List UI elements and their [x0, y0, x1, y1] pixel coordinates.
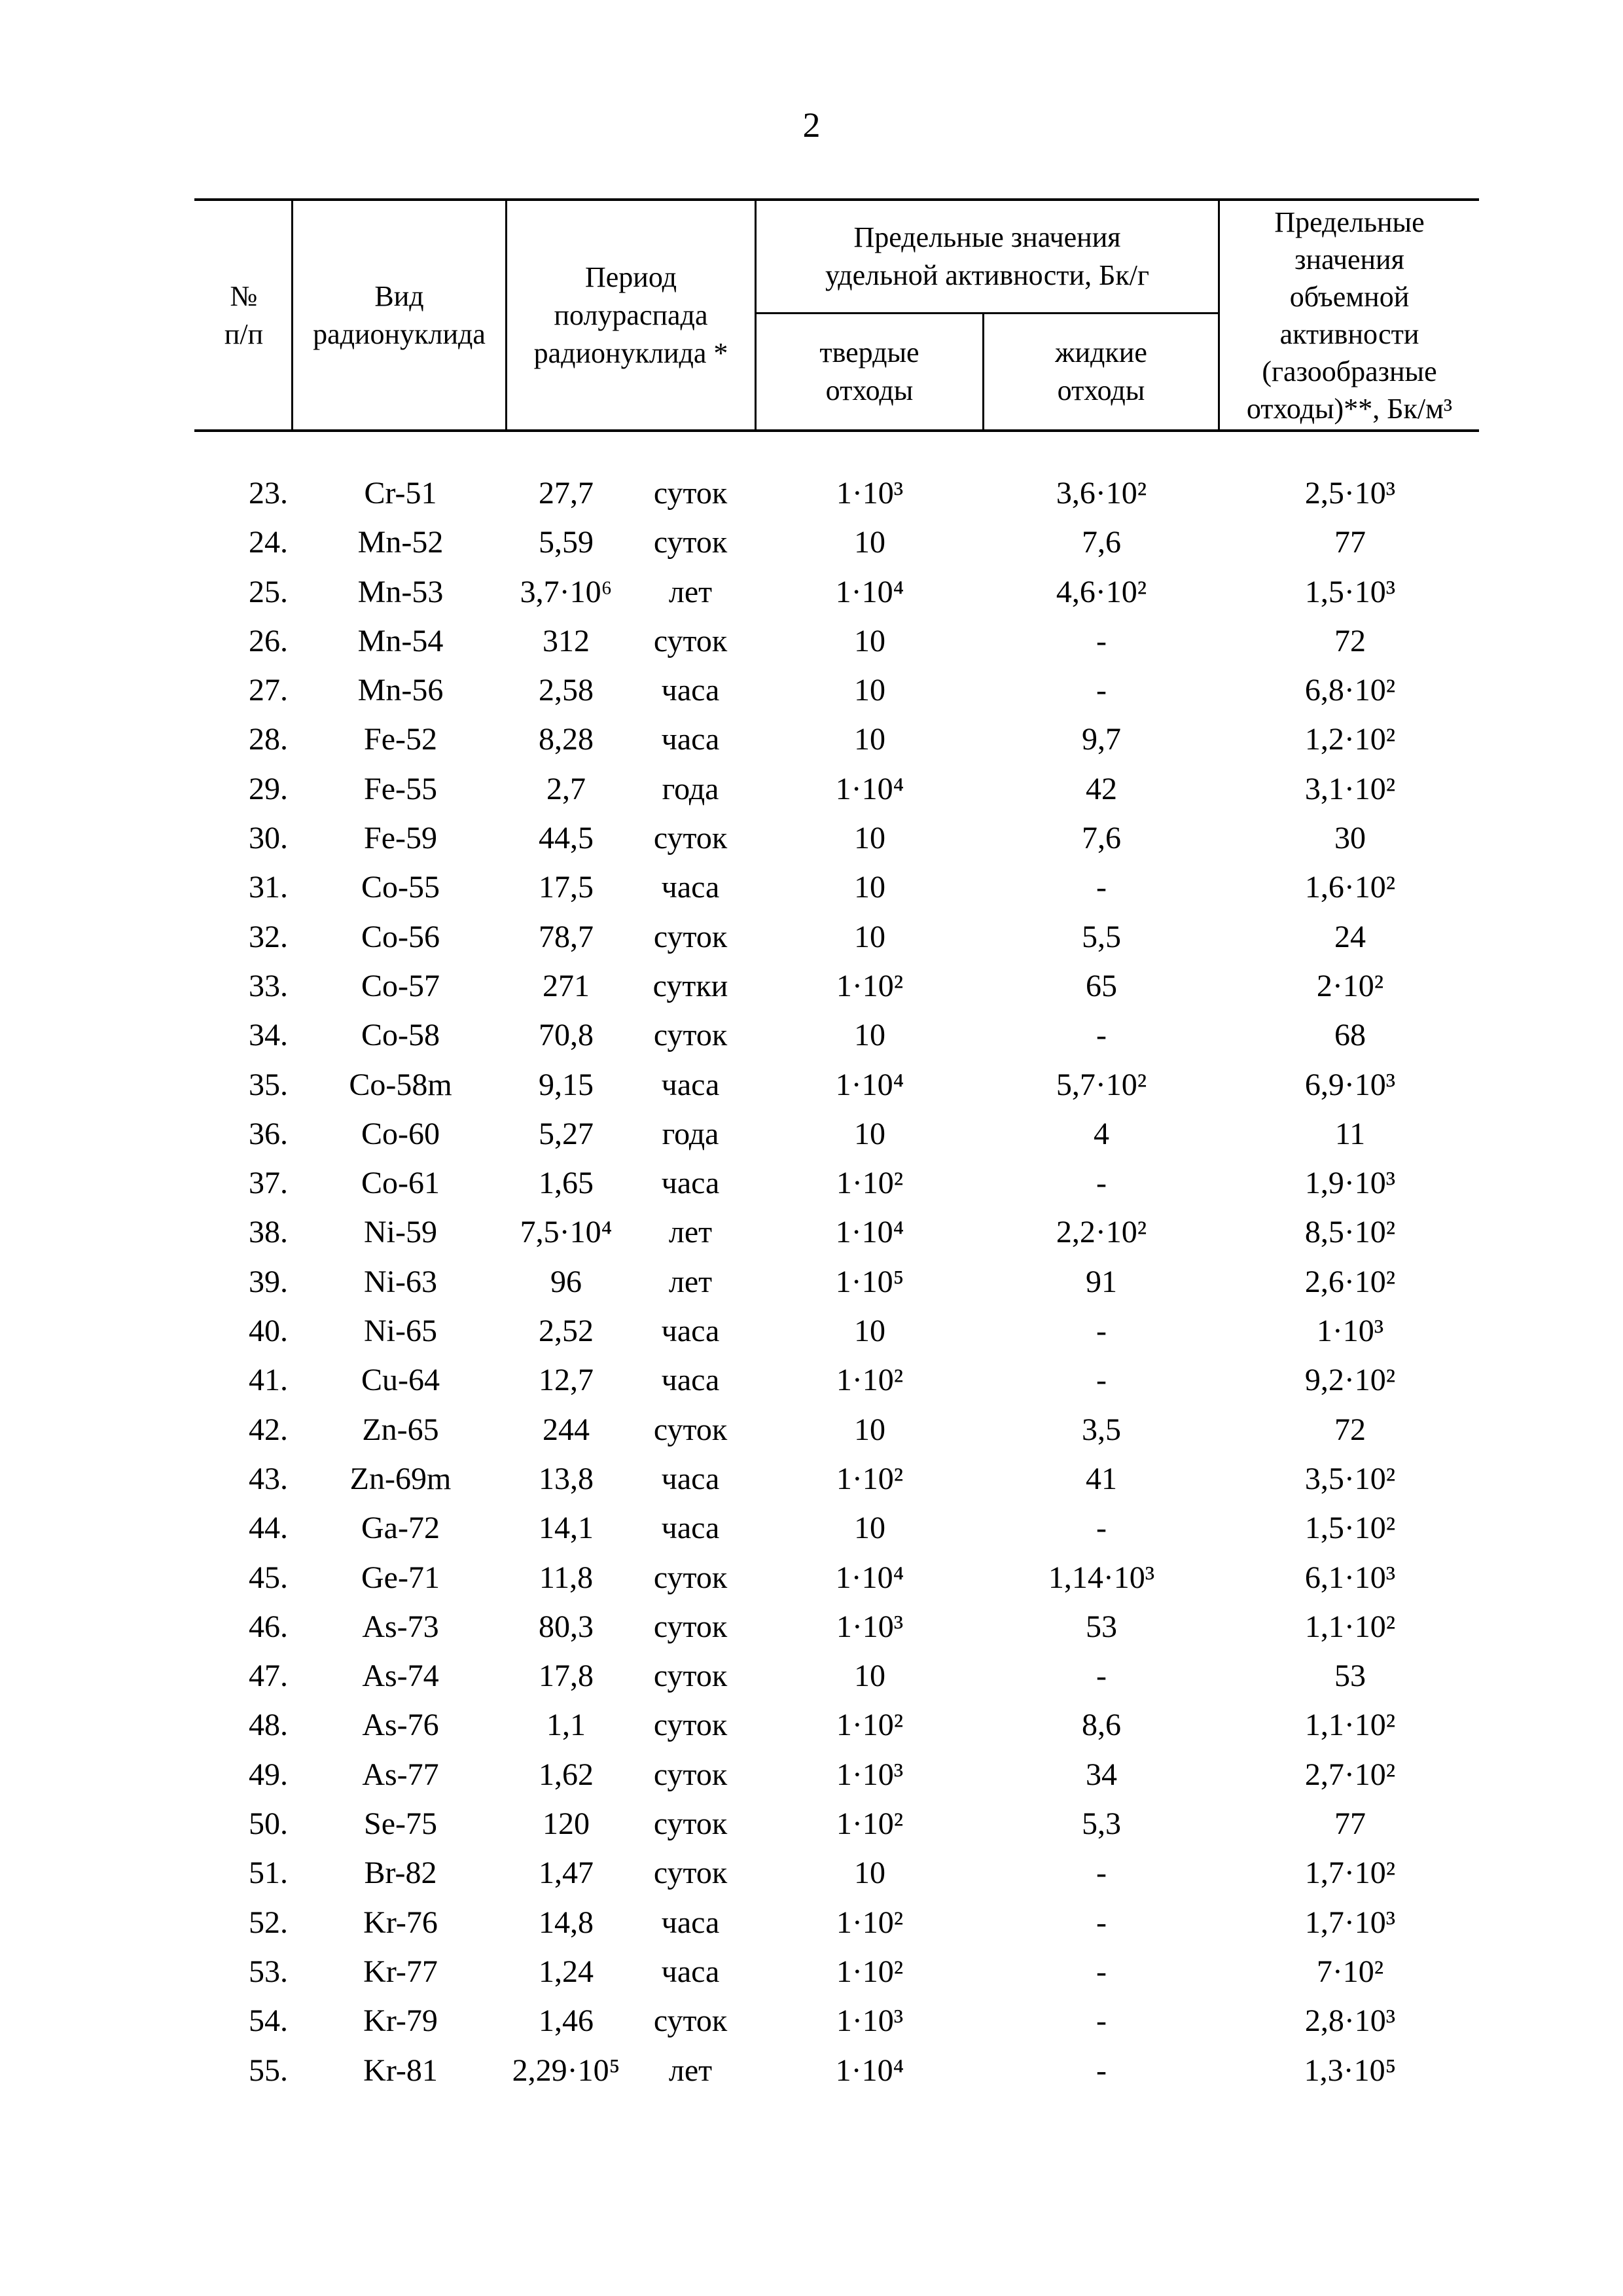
row-number: 30.: [249, 821, 288, 856]
table-row: [0, 1454, 1623, 1503]
gas-waste-limit: 77: [1334, 525, 1366, 560]
row-number: 54.: [249, 2003, 288, 2039]
halflife-unit: суток: [653, 525, 728, 560]
gas-waste-limit: 2,6·10²: [1304, 1264, 1396, 1299]
gas-waste-limit: 53: [1334, 1659, 1366, 1694]
halflife-value: 312: [543, 623, 590, 658]
row-number: 55.: [249, 2053, 288, 2088]
header-volumetric-activity: Предельные значения объемной активности (газообразные отходы)**, Бк/м³: [1246, 206, 1453, 425]
gas-waste-limit: 1,5·10²: [1304, 1511, 1396, 1546]
liquid-waste-limit: -: [1096, 1018, 1107, 1053]
row-number: 35.: [249, 1067, 288, 1102]
nuclide-name: Ge-71: [361, 1560, 440, 1595]
liquid-waste-limit: 53: [1086, 1609, 1117, 1644]
table-row: [0, 1257, 1623, 1306]
nuclide-name: Br-82: [364, 1856, 437, 1891]
solid-waste-limit: 10: [854, 1659, 885, 1694]
table-body: [0, 469, 1623, 2095]
gas-waste-limit: 1,5·10³: [1304, 574, 1396, 609]
liquid-waste-limit: -: [1096, 1314, 1107, 1349]
table-row: [0, 1750, 1623, 1799]
table-row: [0, 1947, 1623, 1996]
halflife-unit: часа: [661, 673, 720, 708]
solid-waste-limit: 1·10²: [836, 1806, 904, 1842]
solid-waste-limit: 1·10²: [836, 1905, 904, 1940]
table-row: [0, 814, 1623, 863]
nuclide-name: Ni-63: [364, 1264, 437, 1299]
table-row: [0, 1208, 1623, 1257]
solid-waste-limit: 1·10²: [836, 1363, 904, 1398]
solid-waste-limit: 10: [854, 722, 885, 757]
liquid-waste-limit: 9,7: [1082, 722, 1121, 757]
solid-waste-limit: 10: [854, 1412, 885, 1447]
nuclide-name: Co-58: [361, 1018, 440, 1053]
nuclide-name: Co-55: [361, 870, 440, 905]
header-num: № п/п: [224, 279, 264, 350]
halflife-unit: суток: [653, 1708, 728, 1743]
table-row: [0, 2046, 1623, 2095]
halflife-unit: года: [662, 771, 719, 806]
gas-waste-limit: 1,3·10⁵: [1304, 2053, 1397, 2088]
nuclide-name: Kr-76: [363, 1905, 438, 1940]
halflife-unit: суток: [653, 1806, 728, 1842]
halflife-unit: часа: [661, 1905, 720, 1940]
halflife-value: 271: [543, 968, 590, 1003]
nuclide-name: Fe-59: [364, 821, 437, 856]
nuclide-name: Mn-54: [357, 623, 444, 658]
table-row: [0, 1158, 1623, 1208]
gas-waste-limit: 9,2·10²: [1304, 1363, 1396, 1398]
table-row: [0, 1651, 1623, 1700]
halflife-value: 2,7: [546, 771, 586, 806]
gas-waste-limit: 11: [1334, 1116, 1366, 1151]
table-row: [0, 1602, 1623, 1651]
table-row: [0, 567, 1623, 617]
halflife-unit: часа: [661, 1166, 720, 1201]
table-row: [0, 961, 1623, 1011]
gas-waste-limit: 6,8·10²: [1304, 673, 1396, 708]
nuclide-name: Fe-55: [364, 771, 437, 806]
halflife-value: 244: [543, 1412, 590, 1447]
gas-waste-limit: 6,1·10³: [1304, 1560, 1396, 1595]
halflife-unit: суток: [653, 821, 728, 856]
header-nuclide: Вид радионуклида: [313, 279, 486, 350]
gas-waste-limit: 1,6·10²: [1304, 870, 1396, 905]
gas-waste-limit: 72: [1334, 1412, 1366, 1447]
header-bottom-rule: [194, 429, 1479, 432]
liquid-waste-limit: 42: [1086, 771, 1117, 806]
solid-waste-limit: 1·10³: [836, 2003, 904, 2039]
gas-waste-limit: 24: [1334, 919, 1366, 954]
solid-waste-limit: 10: [854, 1856, 885, 1891]
row-number: 37.: [249, 1166, 288, 1201]
nuclide-name: As-76: [362, 1708, 439, 1743]
halflife-value: 5,59: [539, 525, 594, 560]
header-liquid-waste: жидкие отходы: [1055, 336, 1147, 406]
table-row: [0, 1306, 1623, 1355]
row-number: 47.: [249, 1659, 288, 1694]
halflife-unit: суток: [653, 1560, 728, 1595]
halflife-value: 9,15: [539, 1067, 594, 1102]
row-number: 41.: [249, 1363, 288, 1398]
halflife-value: 17,8: [539, 1659, 594, 1694]
solid-waste-limit: 10: [854, 1116, 885, 1151]
halflife-unit: лет: [668, 1264, 713, 1299]
gas-waste-limit: 1,1·10²: [1304, 1708, 1396, 1743]
liquid-waste-limit: 34: [1086, 1757, 1117, 1792]
nuclide-name: Ni-59: [364, 1215, 437, 1250]
gas-waste-limit: 2·10²: [1316, 968, 1384, 1003]
row-number: 27.: [249, 673, 288, 708]
row-number: 32.: [249, 919, 288, 954]
liquid-waste-limit: -: [1096, 1166, 1107, 1201]
halflife-unit: суток: [653, 2003, 728, 2039]
halflife-value: 11,8: [539, 1560, 594, 1595]
row-number: 52.: [249, 1905, 288, 1940]
row-number: 39.: [249, 1264, 288, 1299]
gas-waste-limit: 30: [1334, 821, 1366, 856]
liquid-waste-limit: 2,2·10²: [1056, 1215, 1147, 1250]
halflife-value: 3,7·10⁶: [520, 574, 613, 609]
nuclide-name: Co-61: [361, 1166, 440, 1201]
solid-waste-limit: 1·10⁴: [835, 1215, 904, 1250]
gas-waste-limit: 77: [1334, 1806, 1366, 1842]
halflife-value: 80,3: [539, 1609, 594, 1644]
liquid-waste-limit: 4,6·10²: [1056, 574, 1147, 609]
halflife-unit: часа: [661, 1314, 720, 1349]
solid-waste-limit: 1·10²: [836, 1954, 904, 1989]
row-number: 34.: [249, 1018, 288, 1053]
gas-waste-limit: 6,9·10³: [1304, 1067, 1396, 1102]
table-row: [0, 1503, 1623, 1552]
liquid-waste-limit: -: [1096, 870, 1107, 905]
row-number: 26.: [249, 623, 288, 658]
halflife-unit: лет: [668, 2053, 713, 2088]
liquid-waste-limit: 4: [1094, 1116, 1109, 1151]
table-row: [0, 1355, 1623, 1405]
nuclide-name: Kr-77: [363, 1954, 438, 1989]
halflife-unit: сутки: [652, 968, 728, 1003]
header-halflife: Период полураспада радионуклида *: [533, 260, 728, 369]
gas-waste-limit: 2,5·10³: [1304, 476, 1396, 511]
halflife-value: 14,1: [539, 1511, 594, 1546]
gas-waste-limit: 1,7·10²: [1304, 1856, 1396, 1891]
halflife-unit: лет: [668, 1215, 713, 1250]
nuclide-name: Kr-79: [363, 2003, 438, 2039]
halflife-value: 1,65: [539, 1166, 594, 1201]
table-row: [0, 666, 1623, 715]
row-number: 48.: [249, 1708, 288, 1743]
row-number: 23.: [249, 476, 288, 511]
liquid-waste-limit: 41: [1086, 1461, 1117, 1496]
halflife-value: 2,58: [539, 673, 594, 708]
table-row: [0, 1700, 1623, 1749]
solid-waste-limit: 1·10³: [836, 1757, 904, 1792]
liquid-waste-limit: -: [1096, 1856, 1107, 1891]
liquid-waste-limit: 3,6·10²: [1056, 476, 1147, 511]
liquid-waste-limit: -: [1096, 2053, 1107, 2088]
solid-waste-limit: 1·10²: [836, 1166, 904, 1201]
halflife-value: 17,5: [539, 870, 594, 905]
table-row: [0, 715, 1623, 764]
solid-waste-limit: 10: [854, 623, 885, 658]
nuclide-name: Co-58m: [349, 1067, 452, 1102]
halflife-value: 1,46: [539, 2003, 594, 2039]
solid-waste-limit: 1·10³: [836, 1609, 904, 1644]
nuclide-name: Co-60: [361, 1116, 440, 1151]
nuclide-name: Zn-65: [362, 1412, 439, 1447]
gas-waste-limit: 3,1·10²: [1304, 771, 1396, 806]
halflife-value: 7,5·10⁴: [520, 1215, 613, 1250]
liquid-waste-limit: -: [1096, 1511, 1107, 1546]
nuclide-name: Kr-81: [363, 2053, 438, 2088]
gas-waste-limit: 7·10²: [1316, 1954, 1384, 1989]
row-number: 25.: [249, 574, 288, 609]
row-number: 36.: [249, 1116, 288, 1151]
table-row: [0, 617, 1623, 666]
row-number: 31.: [249, 870, 288, 905]
halflife-value: 27,7: [539, 476, 594, 511]
table-row: [0, 518, 1623, 567]
liquid-waste-limit: 1,14·10³: [1048, 1560, 1155, 1595]
halflife-value: 78,7: [539, 919, 594, 954]
solid-waste-limit: 1·10⁴: [835, 1067, 904, 1102]
nuclide-name: Zn-69m: [349, 1461, 452, 1496]
halflife-unit: суток: [653, 1757, 728, 1792]
nuclide-name: Ga-72: [361, 1511, 440, 1546]
gas-waste-limit: 2,7·10²: [1304, 1757, 1396, 1792]
solid-waste-limit: 1·10²: [836, 1461, 904, 1496]
halflife-unit: суток: [653, 1856, 728, 1891]
halflife-value: 1,47: [539, 1856, 594, 1891]
solid-waste-limit: 10: [854, 870, 885, 905]
gas-waste-limit: 3,5·10²: [1304, 1461, 1396, 1496]
nuclide-name: Mn-53: [357, 574, 444, 609]
gas-waste-limit: 8,5·10²: [1304, 1215, 1396, 1250]
solid-waste-limit: 1·10³: [836, 476, 904, 511]
table-row: [0, 764, 1623, 814]
gas-waste-limit: 68: [1334, 1018, 1366, 1053]
nuclide-name: Cr-51: [364, 476, 437, 511]
solid-waste-limit: 10: [854, 1018, 885, 1053]
liquid-waste-limit: 65: [1086, 968, 1117, 1003]
halflife-unit: часа: [661, 1363, 720, 1398]
halflife-unit: часа: [661, 1461, 720, 1496]
solid-waste-limit: 1·10²: [836, 968, 904, 1003]
liquid-waste-limit: 5,3: [1082, 1806, 1121, 1842]
row-number: 46.: [249, 1609, 288, 1644]
halflife-unit: часа: [661, 1954, 720, 1989]
header-specific-activity: Предельные значения удельной активности, Бк/г: [825, 221, 1149, 291]
halflife-value: 14,8: [539, 1905, 594, 1940]
halflife-unit: суток: [653, 1018, 728, 1053]
nuclide-name: Se-75: [364, 1806, 437, 1842]
nuclide-name: As-77: [362, 1757, 439, 1792]
table-row: [0, 1060, 1623, 1109]
liquid-waste-limit: 7,6: [1082, 525, 1121, 560]
solid-waste-limit: 1·10⁴: [835, 771, 904, 806]
solid-waste-limit: 10: [854, 1314, 885, 1349]
halflife-unit: суток: [653, 1412, 728, 1447]
halflife-unit: лет: [668, 574, 713, 609]
halflife-value: 2,29·10⁵: [512, 2053, 620, 2088]
nuclide-name: Fe-52: [364, 722, 437, 757]
row-number: 44.: [249, 1511, 288, 1546]
halflife-value: 2,52: [539, 1314, 594, 1349]
liquid-waste-limit: -: [1096, 673, 1107, 708]
liquid-waste-limit: -: [1096, 2003, 1107, 2039]
halflife-value: 70,8: [539, 1018, 594, 1053]
solid-waste-limit: 10: [854, 525, 885, 560]
halflife-value: 12,7: [539, 1363, 594, 1398]
nuclide-name: Co-57: [361, 968, 440, 1003]
nuclide-name: As-73: [362, 1609, 439, 1644]
row-number: 45.: [249, 1560, 288, 1595]
gas-waste-limit: 72: [1334, 623, 1366, 658]
table-row: [0, 1799, 1623, 1848]
table-row: [0, 1898, 1623, 1947]
halflife-value: 1,1: [546, 1708, 586, 1743]
page-number: 2: [802, 105, 821, 145]
nuclide-name: Mn-56: [357, 673, 444, 708]
solid-waste-limit: 1·10⁵: [835, 1264, 904, 1299]
solid-waste-limit: 1·10²: [836, 1708, 904, 1743]
liquid-waste-limit: 5,7·10²: [1056, 1067, 1147, 1102]
row-number: 38.: [249, 1215, 288, 1250]
liquid-waste-limit: 91: [1086, 1264, 1117, 1299]
solid-waste-limit: 10: [854, 821, 885, 856]
halflife-unit: суток: [653, 1659, 728, 1694]
halflife-unit: часа: [661, 1067, 720, 1102]
nuclide-name: Cu-64: [361, 1363, 440, 1398]
halflife-value: 1,24: [539, 1954, 594, 1989]
halflife-value: 44,5: [539, 821, 594, 856]
solid-waste-limit: 10: [854, 919, 885, 954]
table-row: [0, 1405, 1623, 1454]
liquid-waste-limit: -: [1096, 1954, 1107, 1989]
liquid-waste-limit: -: [1096, 623, 1107, 658]
solid-waste-limit: 1·10⁴: [835, 574, 904, 609]
gas-waste-limit: 1,9·10³: [1304, 1166, 1396, 1201]
table-row: [0, 1011, 1623, 1060]
header-solid-waste: твердые отходы: [819, 336, 919, 406]
halflife-unit: суток: [653, 476, 728, 511]
liquid-waste-limit: 7,6: [1082, 821, 1121, 856]
nuclide-name: As-74: [362, 1659, 439, 1694]
table-row: [0, 469, 1623, 518]
row-number: 51.: [249, 1856, 288, 1891]
halflife-value: 5,27: [539, 1116, 594, 1151]
table-row: [0, 1553, 1623, 1602]
solid-waste-limit: 1·10⁴: [835, 1560, 904, 1595]
row-number: 43.: [249, 1461, 288, 1496]
nuclide-name: Ni-65: [364, 1314, 437, 1349]
table-row: [0, 1996, 1623, 2045]
liquid-waste-limit: 8,6: [1082, 1708, 1121, 1743]
nuclide-name: Co-56: [361, 919, 440, 954]
halflife-value: 96: [550, 1264, 582, 1299]
solid-waste-limit: 1·10⁴: [835, 2053, 904, 2088]
gas-waste-limit: 1·10³: [1316, 1314, 1384, 1349]
row-number: 42.: [249, 1412, 288, 1447]
row-number: 49.: [249, 1757, 288, 1792]
liquid-waste-limit: 3,5: [1082, 1412, 1121, 1447]
liquid-waste-limit: -: [1096, 1905, 1107, 1940]
halflife-value: 8,28: [539, 722, 594, 757]
table-row: [0, 1848, 1623, 1897]
solid-waste-limit: 10: [854, 1511, 885, 1546]
halflife-value: 1,62: [539, 1757, 594, 1792]
gas-waste-limit: 1,2·10²: [1304, 722, 1396, 757]
halflife-unit: суток: [653, 919, 728, 954]
halflife-unit: часа: [661, 1511, 720, 1546]
row-number: 40.: [249, 1314, 288, 1349]
halflife-unit: часа: [661, 870, 720, 905]
halflife-unit: часа: [661, 722, 720, 757]
halflife-value: 13,8: [539, 1461, 594, 1496]
row-number: 50.: [249, 1806, 288, 1842]
liquid-waste-limit: 5,5: [1082, 919, 1121, 954]
liquid-waste-limit: -: [1096, 1659, 1107, 1694]
table-row: [0, 863, 1623, 912]
row-number: 28.: [249, 722, 288, 757]
halflife-unit: суток: [653, 1609, 728, 1644]
halflife-value: 120: [543, 1806, 590, 1842]
gas-waste-limit: 1,1·10²: [1304, 1609, 1396, 1644]
row-number: 24.: [249, 525, 288, 560]
row-number: 29.: [249, 771, 288, 806]
gas-waste-limit: 1,7·10³: [1304, 1905, 1396, 1940]
table-row: [0, 1109, 1623, 1158]
solid-waste-limit: 10: [854, 673, 885, 708]
nuclide-name: Mn-52: [357, 525, 444, 560]
halflife-unit: года: [662, 1116, 719, 1151]
row-number: 53.: [249, 1954, 288, 1989]
gas-waste-limit: 2,8·10³: [1304, 2003, 1396, 2039]
liquid-waste-limit: -: [1096, 1363, 1107, 1398]
row-number: 33.: [249, 968, 288, 1003]
halflife-unit: суток: [653, 623, 728, 658]
table-row: [0, 912, 1623, 961]
